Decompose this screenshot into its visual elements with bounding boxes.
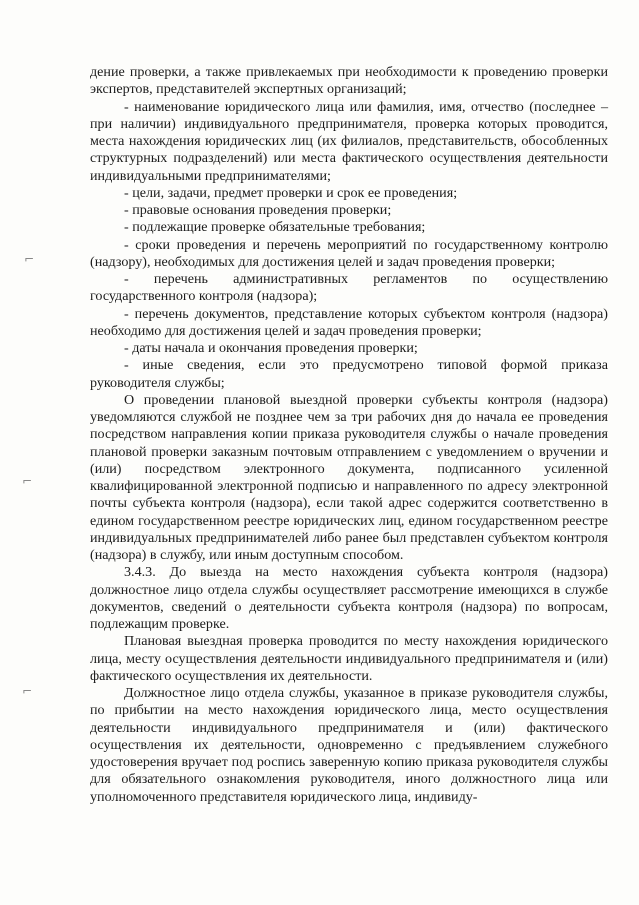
paragraph: - иные сведения, если это предусмотрено типовой формой приказа руководителя службы; xyxy=(90,357,608,391)
margin-mark: ⌐ xyxy=(22,474,33,488)
paragraph: - правовые основания проведения проверки; xyxy=(124,202,392,218)
paragraph: Должностное лицо отдела службы, указанное в приказе руководителя службы, по прибытии на место нахождения юридического лица, место осуществления деятельности индивидуального предпринимателя и (или) фактического осуществления их деятельности, одновременно с предъявлением служебного удостоверения вручает под роспись заверенную копию приказа руководителя службы для обязательного ознакомления руководителя, иного должностного лица или уполномоченного представителя юридического лица, индивиду- xyxy=(90,685,608,805)
paragraph: - наименование юридического лица или фамилия, имя, отчество (последнее – при наличии) индивидуального предпринимателя, проверка которых проводится, места нахождения юридических лиц (их филиалов, представительств, обособленных структурных подразделений) или места фактического осуществления деятельности индивидуальными предпринимателями; xyxy=(90,98,608,184)
paragraph: - подлежащие проверке обязательные требования; xyxy=(124,219,426,236)
margin-mark: ⌐ xyxy=(22,684,33,698)
paragraph: - перечень административных регламентов по осуществлению государственного контроля (надзора); xyxy=(90,271,608,305)
document-body xyxy=(90,64,608,806)
paragraph: - даты начала и окончания проведения проверки; xyxy=(124,340,418,356)
paragraph: - сроки проведения и перечень мероприятий по государственному контролю (надзору), необходимых для достижения целей и задач проведения проверки; xyxy=(90,236,608,270)
margin-mark: ⌐ xyxy=(24,252,35,266)
paragraph: Плановая выездная проверка проводится по месту нахождения юридического лица, месту осуществления деятельности индивидуального предпринимателя и (или) фактического осуществления их деятельности. xyxy=(90,633,608,684)
paragraph: дение проверки, а также привлекаемых при необходимости к проведению проверки экспертов, представителей экспертных организаций; xyxy=(90,64,608,98)
paragraph: - перечень документов, представление которых субъектом контроля (надзора) необходимо для достижения целей и задач проведения проверки; xyxy=(90,305,608,339)
paragraph: 3.4.3. До выезда на место нахождения субъекта контроля (надзора) должностное лицо отдела службы осуществляет рассмотрение имеющихся в службе документов, сведений о деятельности субъекта контроля (надзора) по вопросам, подлежащим проверке. xyxy=(90,564,608,632)
paragraph: О проведении плановой выездной проверки субъекты контроля (надзора) уведомляются службой не позднее чем за три рабочих дня до начала ее проведения посредством направления копии приказа руководителя службы о начале проведения плановой проверки заказным почтовым отправлением с уведомлением о вручении и (или) посредством электронного документа, подписанного усиленной квалифицированной электронной подписью и направленного по адресу электронной почты субъекта контроля (надзора), если такой адрес содержится соответственно в едином государственном реестре юридических лиц, едином государственном реестре индивидуальных предпринимателей либо ранее был представлен субъектом контроля (надзора) в службу, или иным доступным способом. xyxy=(90,391,608,563)
paragraph: - цели, задачи, предмет проверки и срок ее проведения; xyxy=(124,184,458,201)
